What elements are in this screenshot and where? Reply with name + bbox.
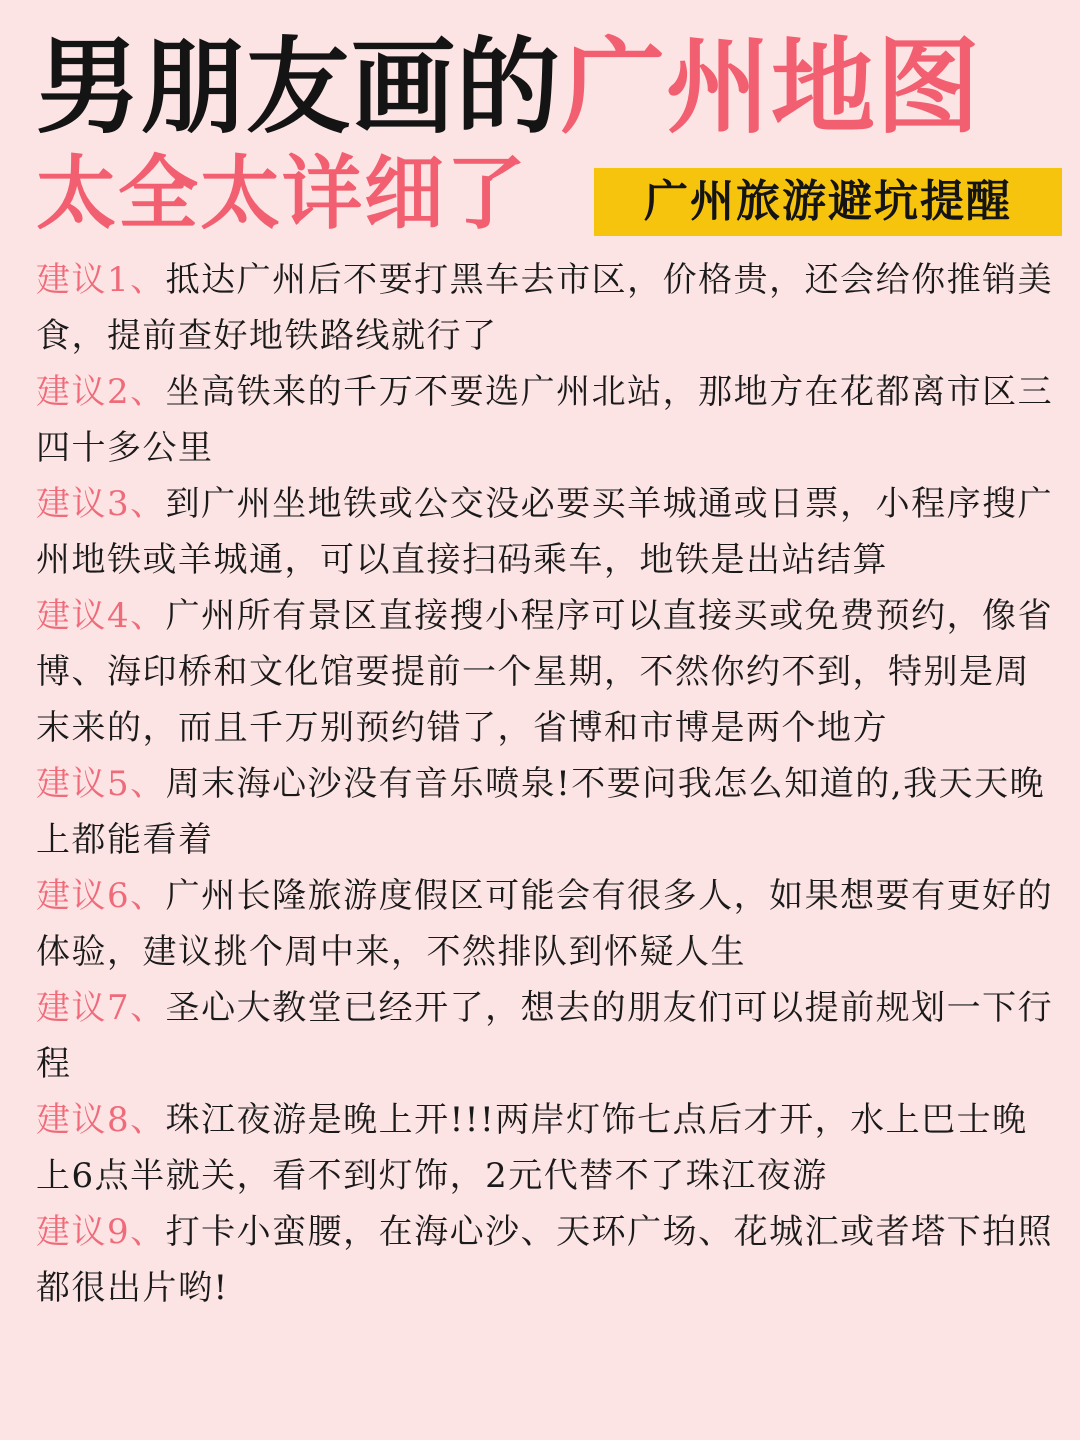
tip-label: 建议1、	[36, 260, 166, 300]
tip-text: 广州所有景区直接搜小程序可以直接买或免费预约，像省博、海印桥和文化馆要提前一个星期，不然你约不到，特别是周末来的，而且千万别预约错了，省博和市博是两个地方	[36, 596, 1054, 748]
tip-label: 建议5、	[36, 764, 166, 804]
tip-label: 建议8、	[36, 1100, 166, 1140]
tip-item	[36, 588, 1060, 756]
tip-item	[36, 252, 1060, 364]
tip-item	[36, 868, 1060, 980]
tip-text: 到广州坐地铁或公交没必要买羊城通或日票，小程序搜广州地铁或羊城通，可以直接扫码乘车，地铁是出站结算	[36, 484, 1054, 580]
tip-item	[36, 476, 1060, 588]
tip-item	[36, 1092, 1060, 1204]
tip-item	[36, 756, 1060, 868]
tip-text: 周末海心沙没有音乐喷泉!不要问我怎么知道的,我天天晚上都能看着	[36, 764, 1046, 860]
tip-text: 坐高铁来的千万不要选广州北站，那地方在花都离市区三四十多公里	[36, 372, 1054, 468]
tip-text: 珠江夜游是晚上开!!!两岸灯饰七点后才开，水上巴士晚上6点半就关，看不到灯饰，2元代替不了珠江夜游	[36, 1100, 1028, 1196]
tip-item	[36, 364, 1060, 476]
tip-label: 建议2、	[36, 372, 166, 412]
tips-list	[36, 252, 1060, 1316]
tip-text: 广州长隆旅游度假区可能会有很多人，如果想要有更好的体验，建议挑个周中来，不然排队到怀疑人生	[36, 876, 1054, 972]
tip-label: 建议7、	[36, 988, 166, 1028]
title-part-black: 男朋友画的	[36, 26, 562, 148]
page-title	[36, 22, 981, 152]
tip-label: 建议6、	[36, 876, 166, 916]
tip-label: 建议4、	[36, 596, 166, 636]
page-subtitle: 太全太详细了	[36, 147, 528, 240]
topic-tag: 广州旅游避坑提醒	[594, 168, 1062, 236]
tip-text: 抵达广州后不要打黑车去市区，价格贵，还会给你推销美食，提前查好地铁路线就行了	[36, 260, 1054, 356]
tip-label: 建议9、	[36, 1212, 166, 1252]
tip-item	[36, 980, 1060, 1092]
tip-text: 圣心大教堂已经开了，想去的朋友们可以提前规划一下行程	[36, 988, 1054, 1084]
tip-item	[36, 1204, 1060, 1316]
title-part-pink: 广州地图	[561, 26, 982, 148]
tip-text: 打卡小蛮腰，在海心沙、天环广场、花城汇或者塔下拍照都很出片哟!	[36, 1212, 1054, 1308]
tip-label: 建议3、	[36, 484, 166, 524]
